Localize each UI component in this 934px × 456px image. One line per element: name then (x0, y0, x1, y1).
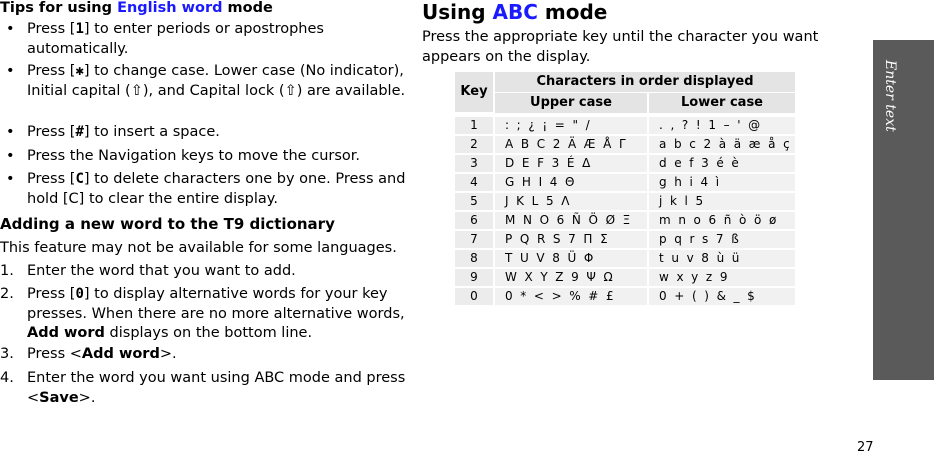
row-upper: J K L 5 Λ (495, 193, 647, 210)
section-heading: Adding a new word to the T9 dictionary (0, 215, 335, 233)
character-table (455, 72, 795, 312)
row-key: 2 (455, 136, 493, 153)
row-key: 7 (455, 231, 493, 248)
header-lower-case: Lower case (649, 93, 795, 113)
row-upper: 0 * < > % # £ (495, 288, 647, 305)
header-characters: Characters in order displayed (495, 72, 795, 92)
row-key: 1 (455, 117, 493, 134)
row-upper: W X Y Z 9 Ψ Ω (495, 269, 647, 286)
row-upper: T U V 8 Ü Φ (495, 250, 647, 267)
row-lower: w x y z 9 (649, 269, 795, 286)
table-row (455, 288, 795, 306)
row-key: 3 (455, 155, 493, 172)
row-lower: m n o 6 ñ ò ö ø (649, 212, 795, 229)
row-key: 6 (455, 212, 493, 229)
tip-bullet-4: • Press the Navigation keys to move the cursor. (6, 148, 361, 164)
table-row (455, 269, 795, 287)
row-key: 8 (455, 250, 493, 267)
header-upper-case: Upper case (495, 93, 647, 113)
tips-heading: Tips for using English word mode (0, 0, 273, 16)
step-3: 3. Press <Add word>. (0, 346, 177, 362)
chapter-tab-label: Enter text (882, 60, 898, 132)
page-title: Using ABC mode (422, 0, 608, 24)
row-lower: j k l 5 (649, 193, 795, 210)
row-upper: M N O 6 Ñ Ö Ø Ξ (495, 212, 647, 229)
table-row (455, 212, 795, 230)
row-lower: g h i 4 ì (649, 174, 795, 191)
row-lower: 0 + ( ) & _ $ (649, 288, 795, 305)
row-key: 9 (455, 269, 493, 286)
table-row (455, 155, 795, 173)
row-key: 0 (455, 288, 493, 305)
row-key: 4 (455, 174, 493, 191)
row-upper: : ; ¿ ¡ = " / (495, 117, 647, 134)
row-upper: A B C 2 Ä Æ Å Γ (495, 136, 647, 153)
step-2: 2. Press [0] to display alternative words for your key presses. When there are no more alternative words, Add word displays on the bottom line. (0, 286, 405, 341)
tip-bullet-2: • Press [✱] to change case. Lower case (No indicator), Initial capital (⇧), and Capital lock (⇧) are available. (6, 63, 406, 99)
page-number: 27 (857, 440, 874, 455)
row-lower: . , ? ! 1 – ' @ (649, 117, 795, 134)
row-lower: d e f 3 é è (649, 155, 795, 172)
step-4: 4. Enter the word you want using ABC mode and press <Save>. (0, 370, 406, 406)
tip-bullet-3: • Press [#] to insert a space. (6, 124, 220, 140)
tip-bullet-5: • Press [C] to delete characters one by one. Press and hold [C] to clear the entire display. (6, 171, 406, 207)
row-lower: p q r s 7 ß (649, 231, 795, 248)
table-row (455, 117, 795, 135)
row-key: 5 (455, 193, 493, 210)
table-row (455, 231, 795, 249)
row-lower: t u v 8 ù ü (649, 250, 795, 267)
row-upper: G H I 4 Θ (495, 174, 647, 191)
tip-bullet-1: • Press [1] to enter periods or apostrophes automatically. (6, 21, 324, 57)
row-upper: D E F 3 É Δ (495, 155, 647, 172)
step-1: 1. Enter the word that you want to add. (0, 263, 296, 279)
table-row (455, 174, 795, 192)
table-row (455, 136, 795, 154)
table-row (455, 250, 795, 268)
row-upper: P Q R S 7 Π Σ (495, 231, 647, 248)
section-paragraph: This feature may not be available for some languages. (0, 240, 397, 256)
header-key: Key (455, 72, 493, 112)
table-row (455, 193, 795, 211)
intro-paragraph: Press the appropriate key until the character you want appears on the display. (422, 29, 819, 65)
row-lower: a b c 2 à ä æ å ç (649, 136, 795, 153)
